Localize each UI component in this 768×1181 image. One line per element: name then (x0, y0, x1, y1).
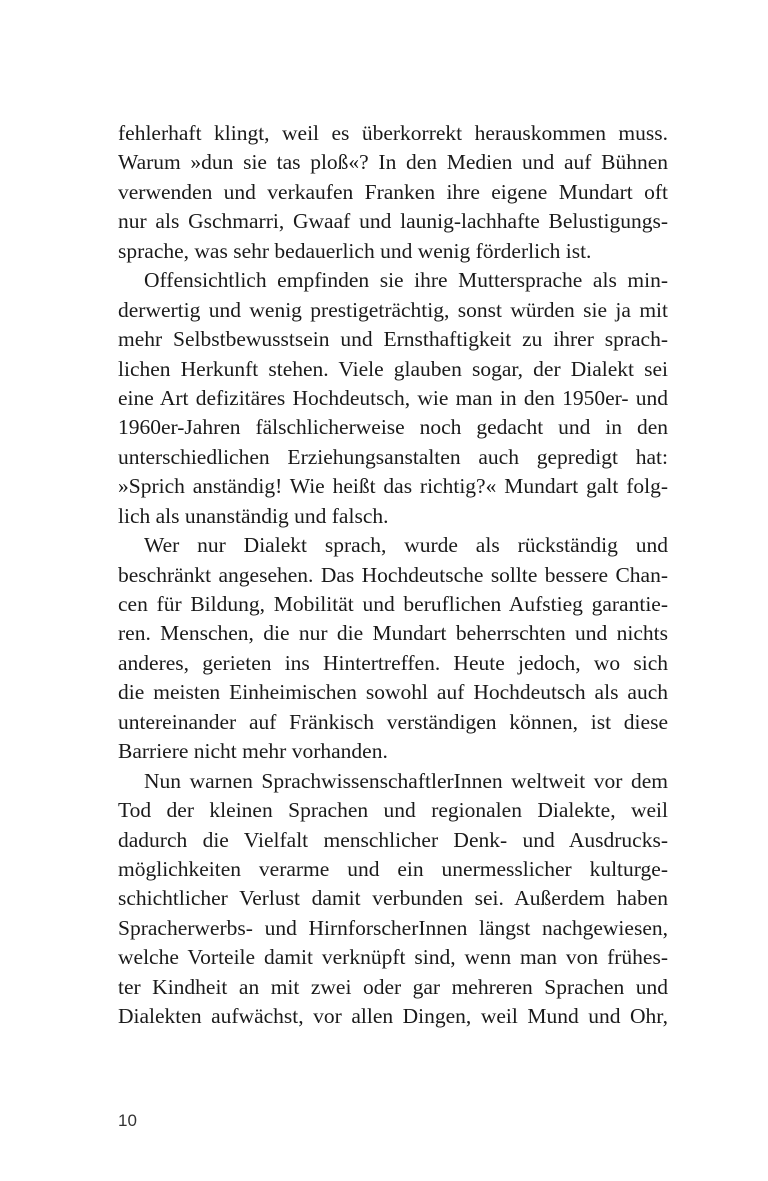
text-line: beschränkt angesehen. Das Hochdeutsche sollte bessere Chan- (118, 562, 668, 587)
text-line: die meisten Einheimischen sowohl auf Hochdeutsch als auch (118, 680, 668, 705)
text-line: Wer nur Dialekt sprach, wurde als rückständig und (144, 533, 668, 558)
text-line: 1960er-Jahren fälschlicherweise noch gedacht und in den (118, 415, 668, 440)
text-line: Offensichtlich empfinden sie ihre Muttersprache als min- (144, 268, 668, 293)
text-line: schichtlicher Verlust damit verbunden sei. Außerdem haben (118, 886, 668, 911)
text-line: Dialekten aufwächst, vor allen Dingen, weil Mund und Ohr, (118, 1004, 668, 1029)
text-line: eine Art defizitäres Hochdeutsch, wie man in den 1950er- und (118, 385, 668, 410)
text-line: unterschiedlichen Erziehungsanstalten auch gepredigt hat: (118, 444, 668, 469)
text-line: mehr Selbstbewusstsein und Ernsthaftigkeit zu ihrer sprach- (118, 327, 668, 352)
text-line: möglichkeiten verarme und ein unermesslicher kulturge- (118, 856, 668, 881)
text-line: cen für Bildung, Mobilität und beruflichen Aufstieg garantie- (118, 592, 668, 616)
text-line: nur als Gschmarri, Gwaaf und launig-lachhafte Belustigungs- (118, 209, 668, 234)
text-line: lich als unanständig und falsch. (118, 503, 389, 528)
text-line: ter Kindheit an mit zwei oder gar mehreren Sprachen und (118, 974, 668, 999)
page-number: 10 (118, 1111, 137, 1130)
text-line: Warum »dun sie tas ploß«? In den Medien und auf Bühnen (118, 150, 668, 175)
text-line: untereinander auf Fränkisch verständigen können, ist diese (118, 709, 668, 734)
text-line: ren. Menschen, die nur die Mundart beherrschten und nichts (118, 621, 668, 646)
text-line: dadurch die Vielfalt menschlicher Denk- und Ausdrucks- (118, 827, 668, 852)
text-line: Spracherwerbs- und HirnforscherInnen längst nachgewiesen, (118, 915, 668, 940)
text-line: »Sprich anständig! Wie heißt das richtig?« Mundart galt folg- (118, 474, 668, 499)
text-line: welche Vorteile damit verknüpft sind, wenn man von frühes- (118, 945, 668, 970)
text-line: Barriere nicht mehr vorhanden. (118, 739, 388, 764)
text-line: fehlerhaft klingt, weil es überkorrekt herauskommen muss. (118, 121, 668, 145)
text-line: Tod der kleinen Sprachen und regionalen Dialekte, weil (118, 798, 668, 823)
text-line: Nun warnen SprachwissenschaftlerInnen weltweit vor dem (144, 768, 668, 793)
text-line: sprache, was sehr bedauerlich und wenig förderlich ist. (118, 238, 592, 263)
text-line: verwenden und verkaufen Franken ihre eigene Mundart oft (118, 179, 668, 204)
text-line: anderes, gerieten ins Hintertreffen. Heute jedoch, wo sich (118, 650, 668, 675)
text-line: derwertig und wenig prestigeträchtig, sonst würden sie ja mit (118, 297, 668, 322)
text-line: lichen Herkunft stehen. Viele glauben sogar, der Dialekt sei (118, 356, 668, 381)
body-text (118, 119, 668, 1032)
